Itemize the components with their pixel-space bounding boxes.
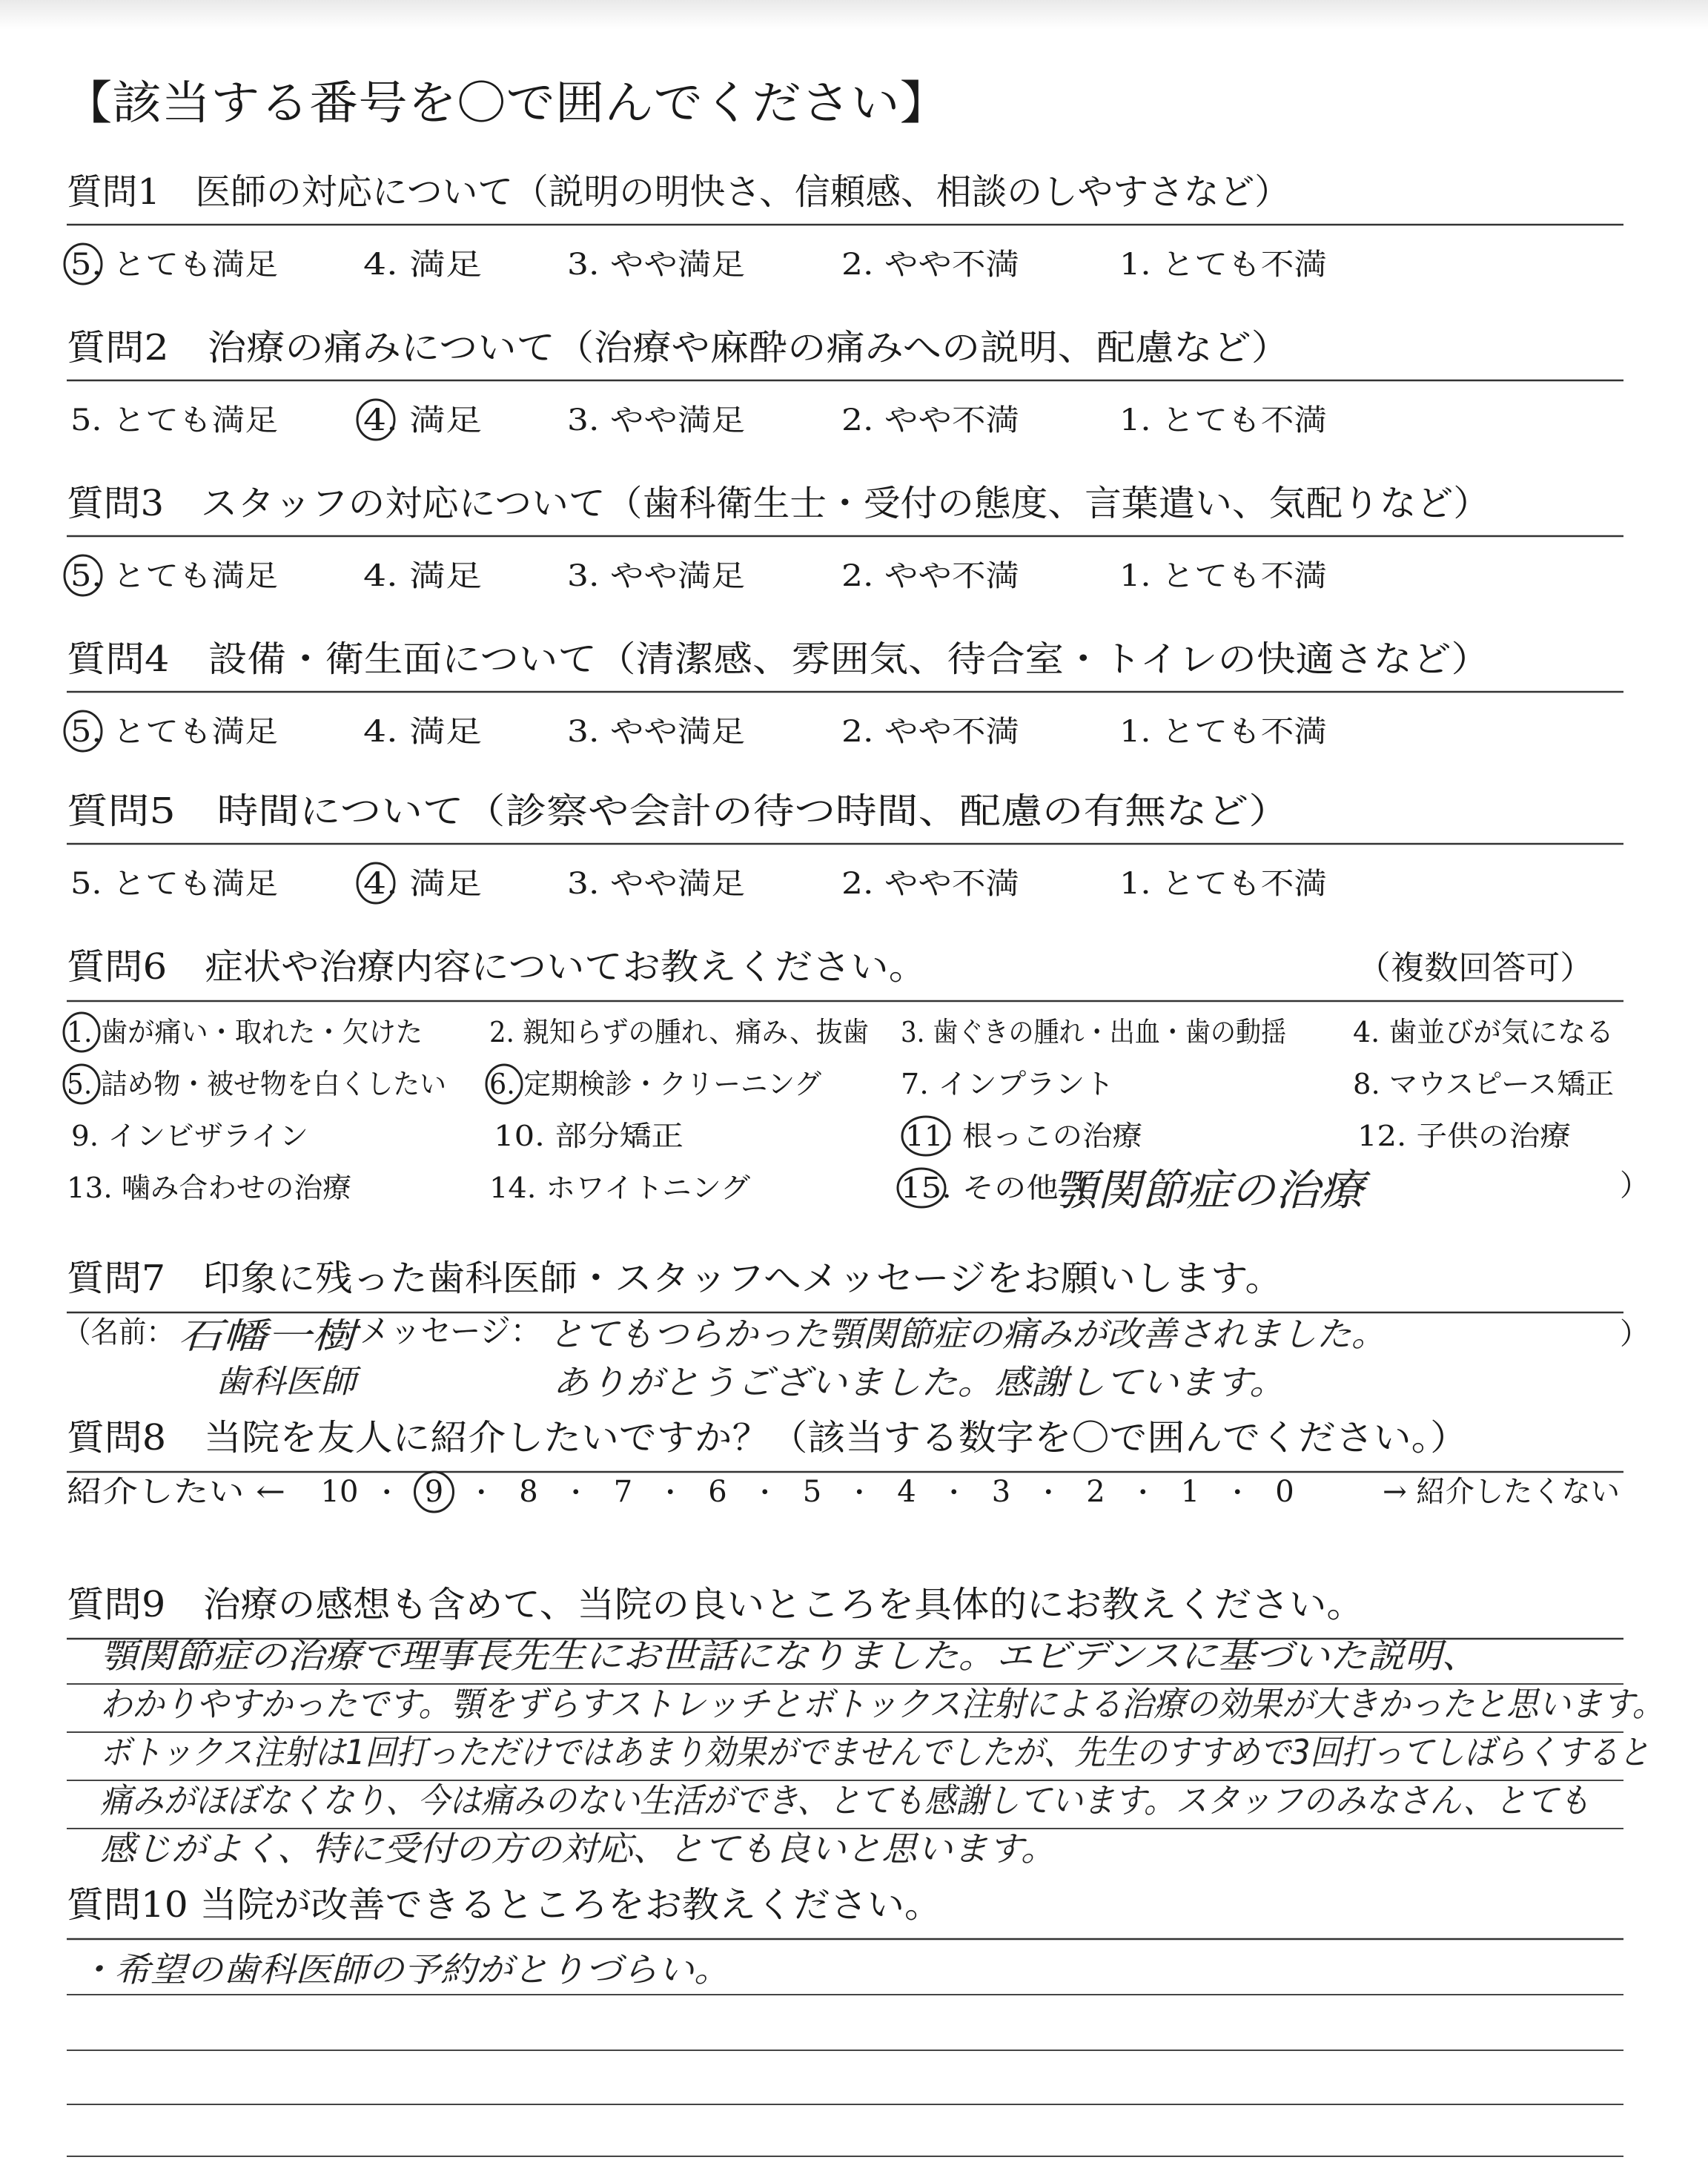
question-9-handwritten-line-3: ボトックス注射は1回打っただけではあまり効果がでませんでしたが、先生のすすめで3回打ってしばらくすると xyxy=(100,1732,1649,1772)
question-2-option-5: 5. とても満足 xyxy=(70,403,278,437)
question-1-option-4: 4. 満足 xyxy=(363,248,482,282)
question-7-message-line-2: ありがとうございました。感謝しています。 xyxy=(552,1362,1286,1402)
question-2-option-2: 2. やや不満 xyxy=(841,403,1019,437)
question-3-option-5: 5. とても満足 xyxy=(70,559,278,593)
question-4-option-5: 5. とても満足 xyxy=(70,715,278,749)
question-3-option-2: 2. やや不満 xyxy=(841,559,1019,593)
question-6-option-11: 11. 根っこの治療 xyxy=(905,1120,1142,1152)
question-6-option-3: 3. 歯ぐきの腫れ・出血・歯の動揺 xyxy=(901,1016,1286,1048)
question-2-title: 質問2 治療の痛みについて（治療や麻酔の痛みへの説明、配慮など） xyxy=(67,327,1290,369)
instruction-heading: 【該当する番号を〇で囲んでください】 xyxy=(63,76,949,130)
question-5-option-4: 4. 満足 xyxy=(363,867,482,901)
question-4-option-1: 1. とても不満 xyxy=(1119,715,1327,749)
question-1-title: 質問1 医師の対応について（説明の明快さ、信頼感、相談のしやすさなど） xyxy=(67,171,1290,213)
question-6-option-4: 4. 歯並びが気になる xyxy=(1353,1016,1614,1048)
question-8-separator: ・ xyxy=(1129,1478,1156,1508)
question-8-left-label: 紹介したい ← xyxy=(67,1475,285,1509)
question-8-scale-4: 4 xyxy=(897,1475,916,1509)
question-6-option-5: 5. 詰め物・被せ物を白くしたい xyxy=(67,1068,446,1100)
question-5-option-3: 3. やや満足 xyxy=(567,867,745,901)
question-6-note: （複数回答可） xyxy=(1357,949,1594,987)
question-6-other-handwritten: 顎関節症の治療 xyxy=(1053,1165,1371,1215)
question-6-option-1: 1. 歯が痛い・取れた・欠けた xyxy=(67,1016,423,1048)
question-8-scale-8: 8 xyxy=(519,1475,538,1509)
question-7-close: ） xyxy=(1620,1317,1649,1351)
question-8-scale-2: 2 xyxy=(1086,1475,1105,1509)
question-1-option-2: 2. やや不満 xyxy=(841,248,1019,282)
question-8-scale-5: 5 xyxy=(802,1475,822,1509)
question-7-name-label: （名前： xyxy=(63,1315,174,1350)
question-8-separator: ・ xyxy=(1035,1478,1062,1508)
question-6-option-10: 10. 部分矯正 xyxy=(494,1120,683,1152)
question-7-role-handwritten: 歯科医師 xyxy=(215,1363,362,1401)
question-8-scale-0: 0 xyxy=(1275,1475,1294,1509)
question-8-scale-3: 3 xyxy=(991,1475,1011,1509)
question-7-title: 質問7 印象に残った歯科医師・スタッフへメッセージをお願いします。 xyxy=(67,1258,1282,1299)
question-3-option-3: 3. やや満足 xyxy=(567,559,745,593)
question-5-option-2: 2. やや不満 xyxy=(841,867,1019,901)
question-6-option-9: 9. インビザライン xyxy=(71,1120,308,1152)
question-6-option-7: 7. インプラント xyxy=(901,1068,1114,1100)
question-9-handwritten-line-2: わかりやすかったです。顎をずらすストレッチとボトックス注射による治療の効果が大きかったと思います。 xyxy=(100,1684,1664,1724)
question-8-scale-10: 10 xyxy=(320,1475,359,1509)
question-8-scale-1: 1 xyxy=(1180,1475,1200,1509)
question-5-option-1: 1. とても不満 xyxy=(1119,867,1327,901)
question-6-title: 質問6 症状や治療内容についてお教えください。 xyxy=(67,946,927,988)
question-9-handwritten-line-5: 感じがよく、特に受付の方の対応、とても良いと思います。 xyxy=(100,1829,1056,1869)
question-8-separator: ・ xyxy=(468,1478,495,1508)
question-8-separator: ・ xyxy=(940,1478,967,1508)
question-6-other-close: ） xyxy=(1620,1169,1649,1203)
question-1-option-5: 5. とても満足 xyxy=(70,248,278,282)
question-8-separator: ・ xyxy=(1224,1478,1251,1508)
question-6-option-12: 12. 子供の治療 xyxy=(1357,1120,1571,1152)
question-1-option-1: 1. とても不満 xyxy=(1119,248,1327,282)
question-3-option-1: 1. とても不満 xyxy=(1119,559,1327,593)
question-2-option-1: 1. とても不満 xyxy=(1119,403,1327,437)
question-7-name-handwritten: 石幡一樹 xyxy=(178,1315,362,1357)
question-10-handwritten-line-1: ・希望の歯科医師の予約がとりづらい。 xyxy=(78,1949,730,1989)
question-6-option-13: 13. 噛み合わせの治療 xyxy=(67,1172,351,1204)
question-3-option-4: 4. 満足 xyxy=(363,559,482,593)
question-4-option-4: 4. 満足 xyxy=(363,715,482,749)
question-8-separator: ・ xyxy=(562,1478,589,1508)
question-8-scale-7: 7 xyxy=(613,1475,633,1509)
question-6-option-15: 15. その他（ xyxy=(901,1172,1090,1204)
question-8-separator: ・ xyxy=(751,1478,778,1508)
question-5-option-5: 5. とても満足 xyxy=(70,867,278,901)
question-8-scale-9: 9 xyxy=(424,1475,444,1509)
question-7-message-line-1: とてもつらかった顎関節症の痛みが改善されました。 xyxy=(549,1314,1386,1354)
question-4-option-3: 3. やや満足 xyxy=(567,715,745,749)
question-8-separator: ・ xyxy=(846,1478,873,1508)
question-8-separator: ・ xyxy=(657,1478,684,1508)
question-7-message-label: メッセージ： xyxy=(360,1312,541,1350)
question-6-option-6: 6. 定期検診・クリーニング xyxy=(489,1068,821,1100)
question-8-separator: ・ xyxy=(373,1478,400,1508)
question-8-scale-6: 6 xyxy=(708,1475,727,1509)
question-1-option-3: 3. やや満足 xyxy=(567,248,745,282)
question-2-option-4: 4. 満足 xyxy=(363,403,482,437)
question-9-title: 質問9 治療の感想も含めて、当院の良いところを具体的にお教えください。 xyxy=(67,1584,1364,1625)
question-9-handwritten-line-1: 顎関節症の治療で理事長先生にお世話になりました。エビデンスに基づいた説明、 xyxy=(100,1636,1479,1676)
question-2-option-3: 3. やや満足 xyxy=(567,403,745,437)
question-5-title: 質問5 時間について（診察や会計の待つ時間、配慮の有無など） xyxy=(67,790,1290,832)
question-8-right-label: → 紹介したくない xyxy=(1383,1475,1620,1509)
question-6-option-8: 8. マウスピース矯正 xyxy=(1353,1068,1614,1100)
question-3-title: 質問3 スタッフの対応について（歯科衛生士・受付の態度、言葉遣い、気配りなど） xyxy=(67,483,1491,524)
question-4-option-2: 2. やや不満 xyxy=(841,715,1019,749)
question-9-handwritten-line-4: 痛みがほぼなくなり、今は痛みのない生活ができ、とても感謝しています。スタッフのみなさん、とても xyxy=(100,1780,1590,1820)
question-8-title: 質問8 当院を友人に紹介したいですか？（該当する数字を〇で囲んでください。） xyxy=(67,1417,1468,1459)
question-6-option-14: 14. ホワイトニング xyxy=(489,1172,750,1204)
question-6-option-2: 2. 親知らずの腫れ、痛み、抜歯 xyxy=(489,1016,869,1048)
question-4-title: 質問4 設備・衛生面について（清潔感、雰囲気、待合室・トイレの快適さなど） xyxy=(67,638,1490,680)
question-10-title: 質問10 当院が改善できるところをお教えください。 xyxy=(67,1884,941,1926)
